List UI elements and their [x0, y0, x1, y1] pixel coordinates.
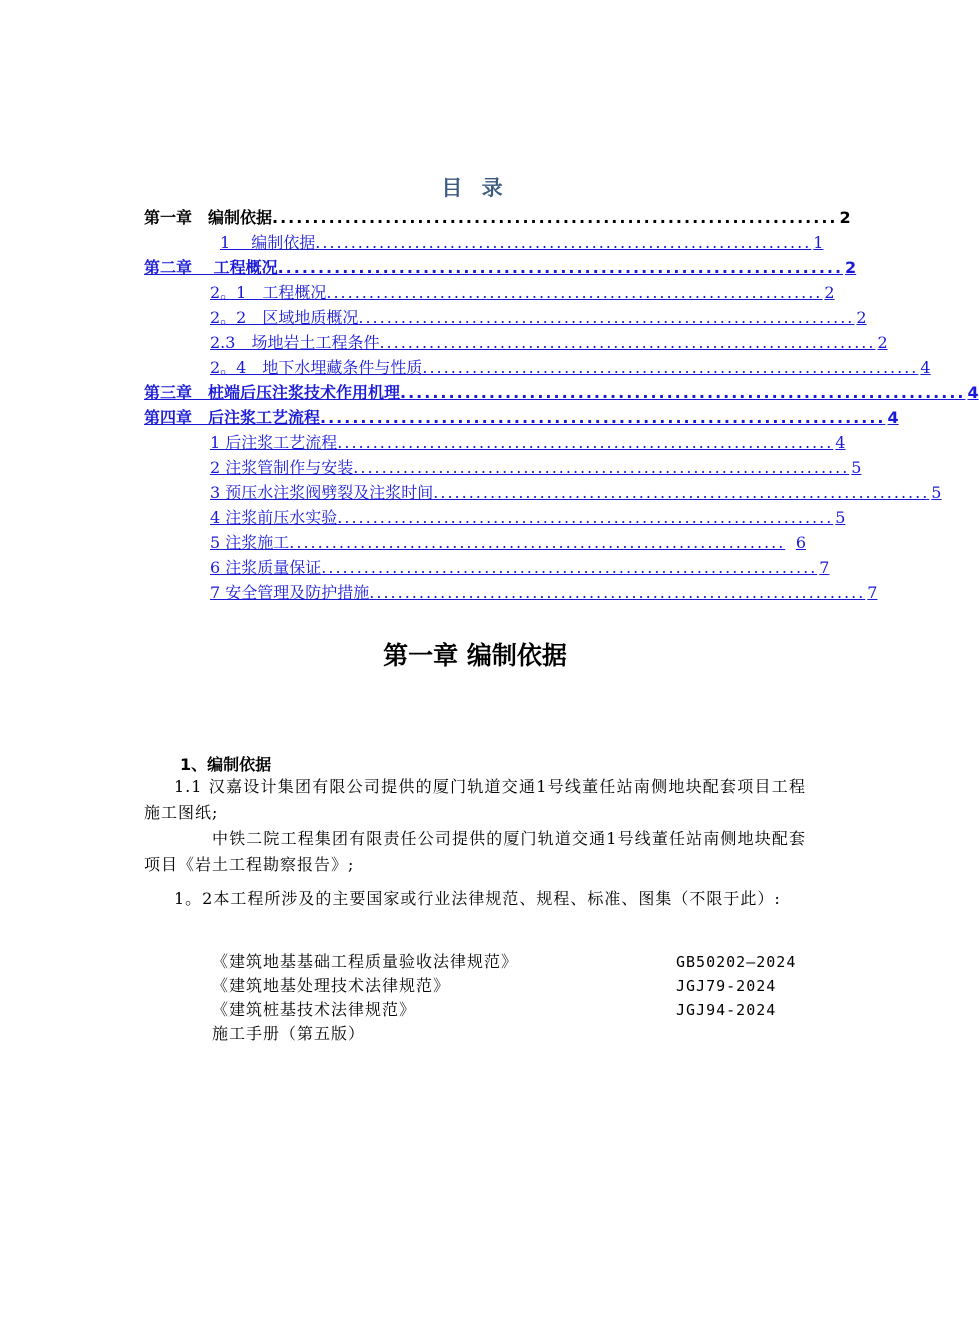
toc-page-number: 2	[845, 258, 857, 277]
toc-page-number: 1	[813, 233, 824, 252]
toc-entry-label: 第一章 编制依据	[144, 208, 273, 227]
toc-entry-label: 2。2 区域地质概况	[210, 308, 359, 327]
toc-entry-section-1[interactable]	[220, 229, 824, 253]
section-heading: 1、编制依据	[180, 755, 272, 774]
toc-entry-label: 2 注浆管制作与安装	[210, 458, 354, 477]
toc-entry-chapter-2[interactable]	[144, 254, 857, 278]
toc-page-number: 7	[819, 558, 830, 577]
toc-entry-section-4-1[interactable]	[210, 429, 846, 453]
toc-entry-label: 1 后注浆工艺流程	[210, 433, 338, 452]
toc-leader-dots: ......................................................................	[422, 358, 919, 377]
standard-name: 《建筑地基基础工程质量验收法律规范》	[212, 952, 519, 971]
toc-entry-chapter-1[interactable]	[144, 204, 851, 228]
toc-entry-section-2-2[interactable]	[210, 304, 867, 328]
standard-name: 《建筑地基处理技术法律规范》	[212, 976, 451, 995]
standard-code: GB50202—2024	[676, 953, 797, 971]
toc-leader-dots: ......................................................................	[337, 508, 834, 527]
toc-leader-dots: ......................................................................	[289, 533, 786, 552]
toc-entry-label: 2.3 场地岩土工程条件	[210, 333, 380, 352]
toc-leader-dots: ......................................................................	[272, 208, 838, 227]
toc-entry-label: 1 编制依据	[220, 233, 316, 252]
toc-leader-dots: ......................................................................	[379, 333, 876, 352]
toc-entry-section-4-3[interactable]	[210, 479, 942, 503]
standard-code	[676, 1022, 806, 1046]
toc-page-number: 6	[795, 533, 806, 552]
paragraph-survey-report: 中铁二院工程集团有限责任公司提供的厦门轨道交通1号线董任站南侧地块配套项目《岩土工程勘察报告》;	[144, 829, 806, 874]
toc-entry-label: 6 注浆质量保证	[210, 558, 322, 577]
toc-page-number: 2	[839, 208, 851, 227]
toc-entry-label: 4 注浆前压水实验	[210, 508, 338, 527]
toc-leader-dots: ......................................................................	[315, 233, 812, 252]
toc-leader-dots: ......................................................................	[369, 583, 866, 602]
standard-name: 施工手册（第五版）	[212, 1024, 366, 1043]
toc-page-number: 2	[877, 333, 888, 352]
toc-entry-section-4-6[interactable]	[210, 554, 830, 578]
toc-entry-label: 第四章 后注浆工艺流程	[144, 408, 321, 427]
toc-entry-label: 5 注浆施工	[210, 533, 290, 552]
chapter-title: 第一章 编制依据	[383, 641, 567, 670]
toc-entry-label: 第二章 工程概况	[144, 258, 278, 277]
toc-entry-section-4-7[interactable]	[210, 579, 878, 603]
toc-page-number: 7	[867, 583, 878, 602]
toc-entry-label: 2。4 地下水埋藏条件与性质	[210, 358, 423, 377]
toc-entry-label: 第三章 桩端后压注浆技术作用机理	[144, 383, 401, 402]
toc-entry-section-4-5[interactable]	[210, 529, 806, 553]
standard-row	[212, 998, 806, 1022]
standard-code: JGJ94-2024	[676, 1001, 777, 1019]
toc-leader-dots: ......................................................................	[433, 483, 930, 502]
standard-row	[212, 950, 806, 974]
toc-leader-dots: ......................................................................	[277, 258, 844, 277]
toc-page-number: 4	[920, 358, 931, 377]
toc-leader-dots: ......................................................................	[353, 458, 850, 477]
toc-entry-section-2-1[interactable]	[210, 279, 835, 303]
toc-entry-chapter-4[interactable]	[144, 404, 899, 428]
paragraph-1-1: 1.1 汉嘉设计集团有限公司提供的厦门轨道交通1号线董任站南侧地块配套项目工程施工图纸;	[144, 777, 806, 822]
toc-page-number: 2	[856, 308, 867, 327]
toc-entry-label: 3 预压水注浆阀劈裂及注浆时间	[210, 483, 434, 502]
toc-entry-chapter-3[interactable]	[144, 379, 979, 403]
standard-code: JGJ79-2024	[676, 977, 777, 995]
toc-page-number: 5	[851, 458, 862, 477]
toc-entry-section-4-2[interactable]	[210, 454, 862, 478]
toc-page-number: 4	[887, 408, 899, 427]
paragraph-1-2: 1。2本工程所涉及的主要国家或行业法律规范、规程、标准、图集（不限于此）:	[174, 889, 781, 908]
toc-leader-dots: ......................................................................	[337, 433, 834, 452]
toc-page-number: 4	[835, 433, 846, 452]
toc-page-number: 2	[824, 283, 835, 302]
toc-leader-dots: ......................................................................	[320, 408, 886, 427]
toc-page-number: 5	[931, 483, 942, 502]
toc-entry-section-2-3[interactable]	[210, 329, 888, 353]
toc-entry-label: 7 安全管理及防护措施	[210, 583, 370, 602]
toc-entry-section-4-4[interactable]	[210, 504, 846, 528]
standard-row	[212, 1022, 806, 1046]
toc-leader-dots: ......................................................................	[321, 558, 818, 577]
toc-title: 目 录	[441, 176, 509, 200]
toc-leader-dots: ......................................................................	[326, 283, 823, 302]
toc-page-number: 4	[967, 383, 979, 402]
standard-name: 《建筑桩基技术法律规范》	[212, 1000, 417, 1019]
toc-entry-label: 2。1 工程概况	[210, 283, 327, 302]
toc-page-number: 5	[835, 508, 846, 527]
toc-entry-section-2-4[interactable]	[210, 354, 931, 378]
standard-row	[212, 974, 806, 998]
toc-leader-dots: ......................................................................	[400, 383, 966, 402]
toc-leader-dots: ......................................................................	[358, 308, 855, 327]
